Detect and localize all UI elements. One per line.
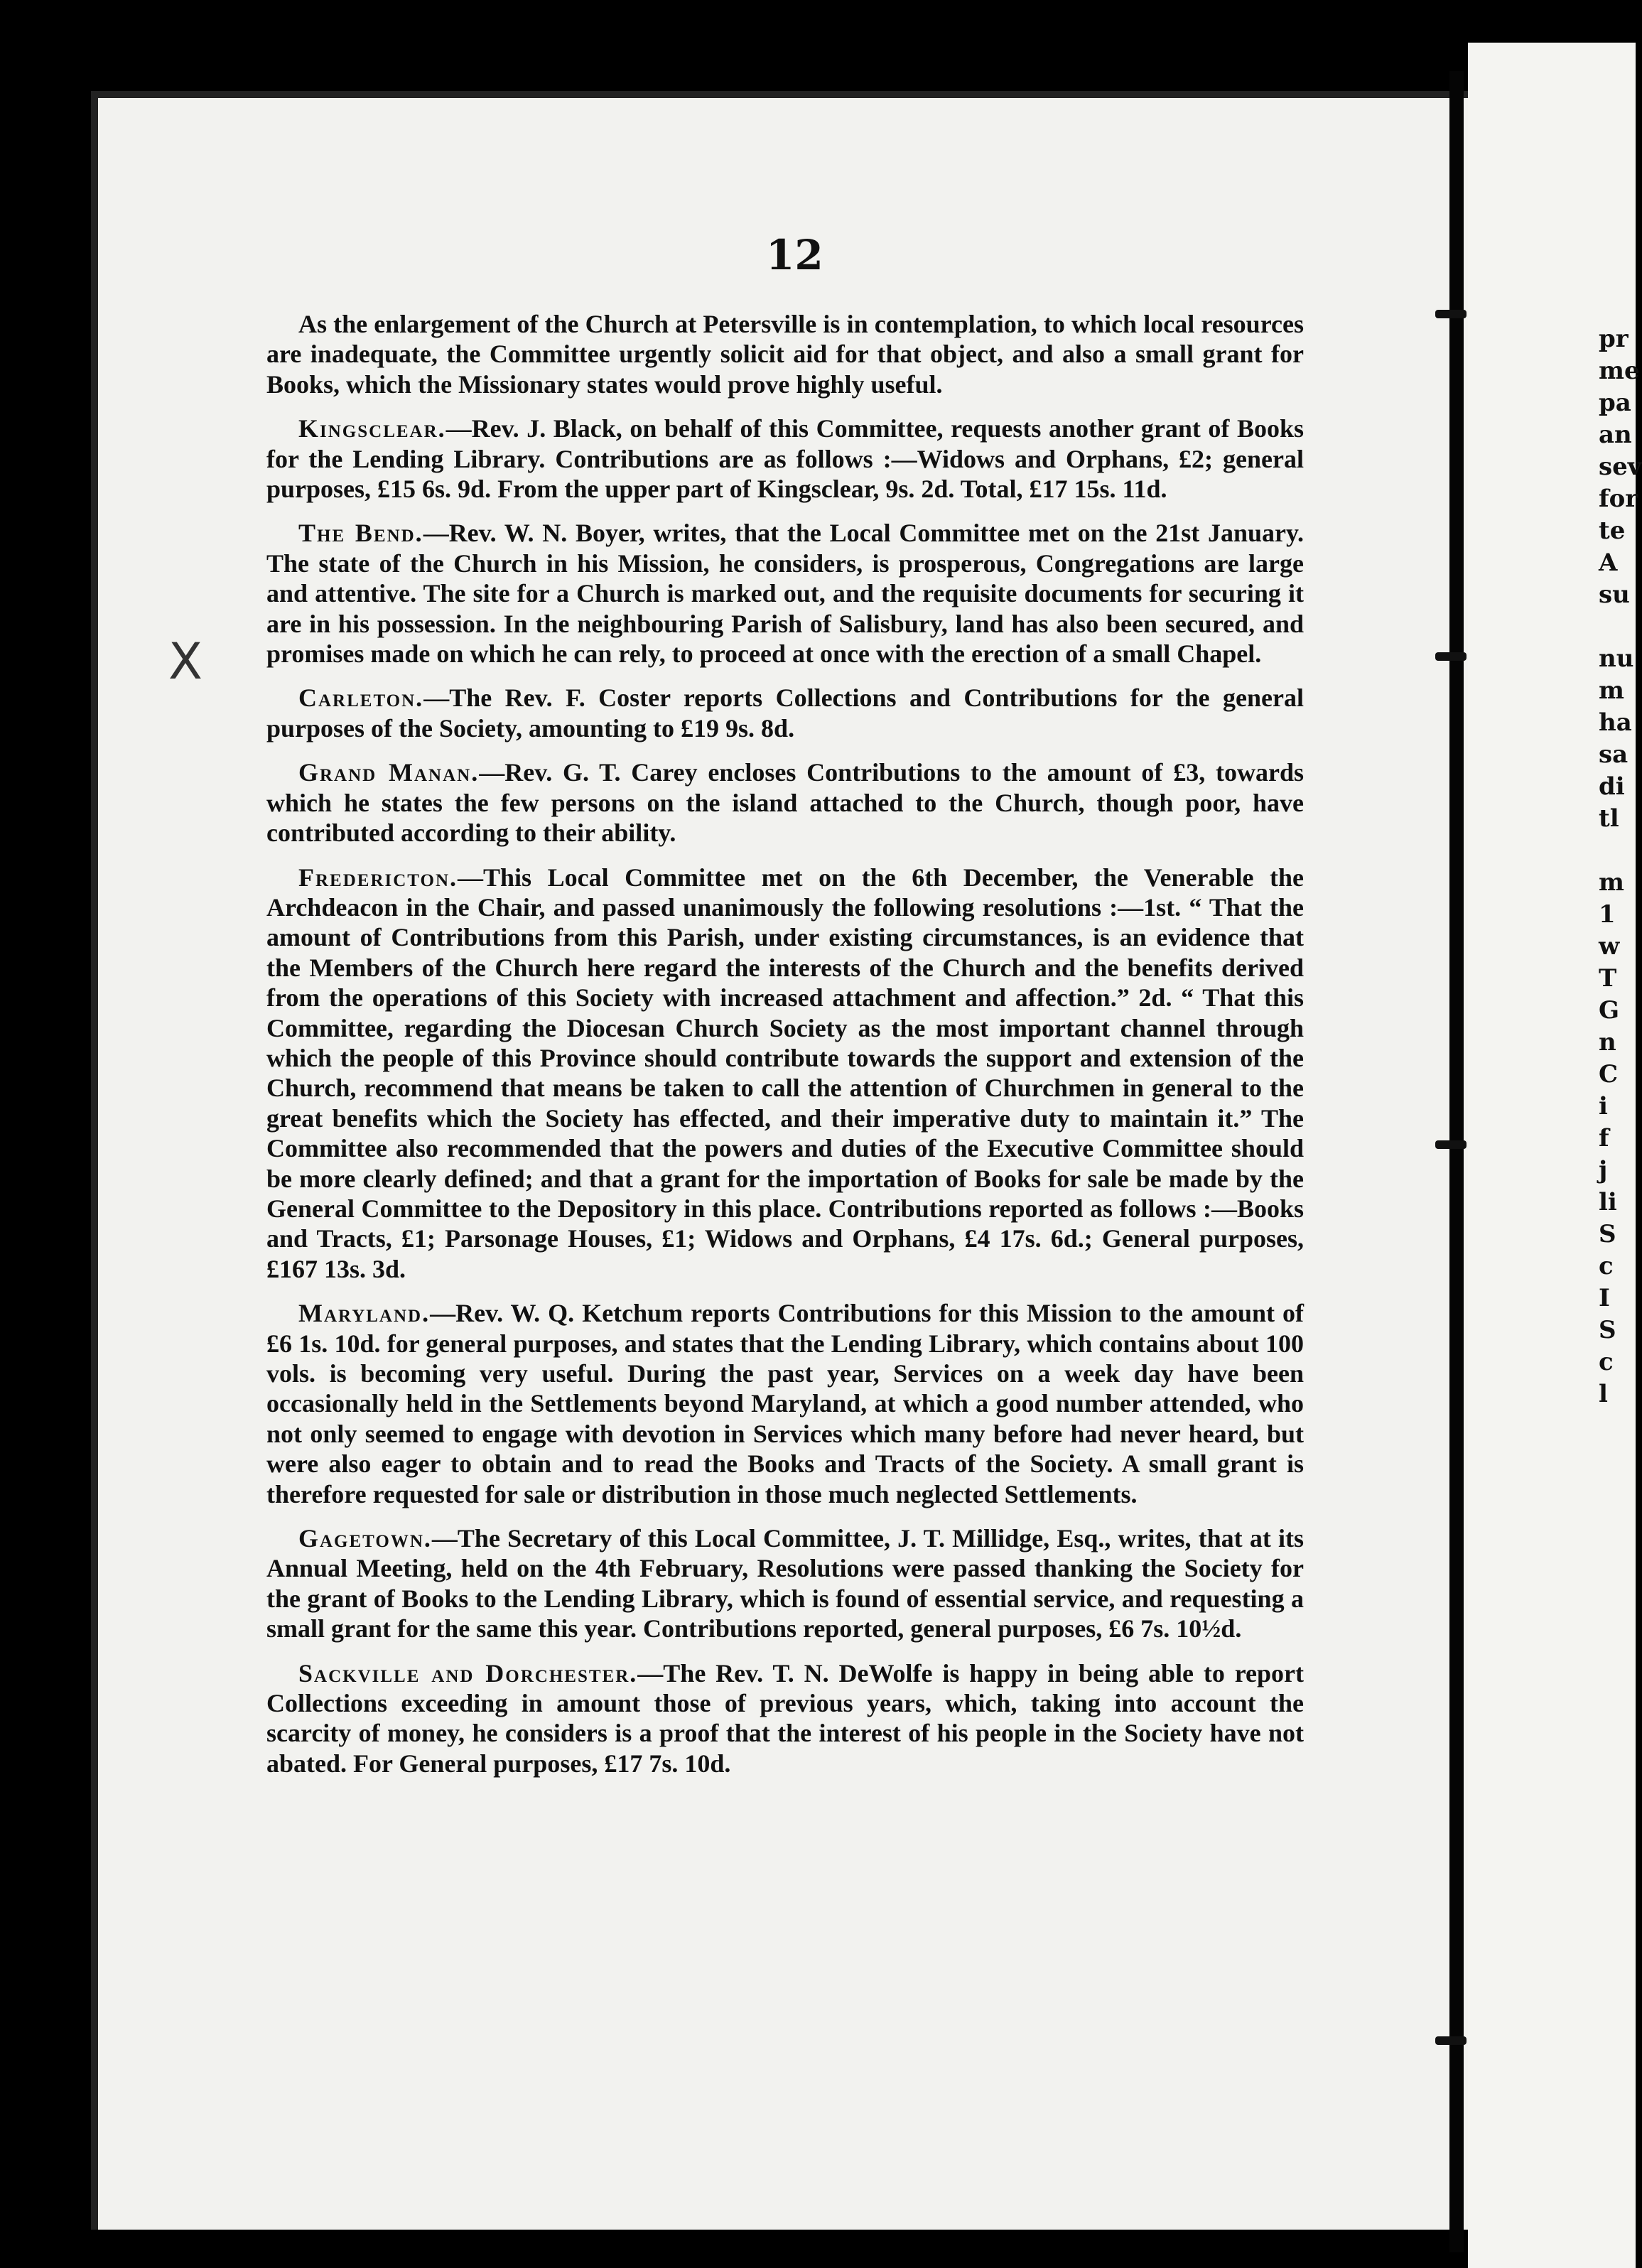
edge-mark: [1435, 1140, 1467, 1149]
paragraph: [266, 757, 1304, 848]
paragraph-text: —This Local Committee met on the 6th December, the Venerable the Archdeacon in the Chair, and passed unanimously the following resolutions :—1st. “ That the amount of Contributions from this Parish, under existing circumstances, is an evidence that the Members of the Church here regard the interests of the Church and the benefits derived from the operations of this Society with increased attachment and affection.” 2d. “ That this Committee, regarding the Diocesan Church Society as the most important channel through which the people of this Province should contribute towards the support and extension of the Church, recommend that means be taken to call the attention of Churchmen in general to the great benefits which the Society has effected, and their imperative duty to maintain it.” The Committee also recommended that the powers and duties of the Executive Committee should be more clearly defined; and that a grant for the importation of Books for sale be made by the General Committee to the Depository in this place. Contributions reported as follows :—Books and Tracts, £1; Parsonage Houses, £1; Widows and Orphans, £4 17s. 6d.; General purposes, £167 13s. 3d.: [266, 863, 1304, 1283]
paragraph-text: —Rev. G. T. Carey encloses Contributions to the amount of £3, towards which he states the few persons on the island attached to the Church, though poor, have contributed according to their ability.: [266, 758, 1304, 848]
paragraph: [266, 683, 1304, 743]
place-heading: The Bend.: [298, 519, 423, 548]
paragraph: [266, 863, 1304, 1285]
margin-mark: X: [168, 632, 202, 691]
facing-page-text: pr me pa an sev for te A su nu m ha sa di tl m 1 w T G n C i f j li S c I S c l: [1599, 325, 1642, 1408]
paragraph-text: —Rev. W. Q. Ketchum reports Contributions for this Mission to the amount of £6 1s. 10d. for general purposes, and states that the Lending Library, which contains about 100 vols. is becoming very useful. During the past year, Services on a week day have been occasionally held in the Settlements beyond Maryland, at which a good number attended, who not only seemed to engage with devotion in Services which many before had never heard, but were also eager to obtain and to read the Books and Tracts of the Society. A small grant is therefore requested for sale or distribution in those much neglected Settlements.: [266, 1299, 1304, 1508]
paragraph-text: —The Rev. F. Coster reports Collections and Contributions for the general purposes of the Society, amounting to £19 9s. 8d.: [266, 684, 1304, 742]
book-spine: [1449, 71, 1464, 2252]
place-heading: Fredericton.: [298, 863, 458, 892]
paragraph-text: As the enlargement of the Church at Petersville is in contemplation, to which local resources are inadequate, the Committee urgently solicit aid for that object, and also a small grant for Books, which the Missionary states would prove highly useful.: [266, 310, 1304, 399]
place-heading: Carleton.: [298, 684, 424, 713]
paragraph: [266, 1298, 1304, 1509]
edge-mark: [1435, 2036, 1467, 2045]
paragraph-text: —The Secretary of this Local Committee, J. T. Millidge, Esq., writes, that at its Annual Meeting, held on the 4th February, Resolutions were passed thanking the Society for the grant of Books to the Lending Library, which is found of essential service, and requesting a small grant for the same this year. Contributions reported, general purposes, £6 7s. 10½d.: [266, 1524, 1304, 1643]
document-body: [266, 309, 1304, 1793]
place-heading: Gagetown.: [298, 1524, 432, 1553]
place-heading: Maryland.: [298, 1299, 431, 1328]
place-heading: Sackville and Dorchester.: [298, 1658, 638, 1688]
paragraph-text: —The Rev. T. N. DeWolfe is happy in being able to report Collections exceeding in amount those of previous years, which, taking into account the scarcity of money, he considers is a proof that the interest of his people in the Society have not abated. For General purposes, £17 7s. 10d.: [266, 1658, 1304, 1778]
place-heading: Kingsclear.: [298, 414, 446, 443]
paragraph: [266, 1658, 1304, 1779]
paragraph-text: —Rev. W. N. Boyer, writes, that the Local Committee met on the 21st January. The state of the Church in his Mission, he considers, is prosperous, Congregations are large and attentive. The site for a Church is marked out, and the requisite documents for securing it are in his possession. In the neighbouring Parish of Salisbury, land has also been secured, and promises made on which he can rely, to proceed at once with the erection of a small Chapel.: [266, 519, 1304, 669]
paragraph: [266, 414, 1304, 504]
paragraph: [266, 1523, 1304, 1644]
page-number: 12: [766, 231, 823, 279]
paragraph: [266, 518, 1304, 669]
edge-mark: [1435, 310, 1467, 318]
edge-mark: [1435, 652, 1467, 661]
place-heading: Grand Manan.: [298, 758, 480, 787]
paragraph-text: —Rev. J. Black, on behalf of this Committee, requests another grant of Books for the Lending Library. Contributions are as follows :—Widows and Orphans, £2; general purposes, £15 6s. 9d. From the upper part of Kingsclear, 9s. 2d. Total, £17 15s. 11d.: [266, 414, 1304, 504]
paragraph: [266, 309, 1304, 399]
